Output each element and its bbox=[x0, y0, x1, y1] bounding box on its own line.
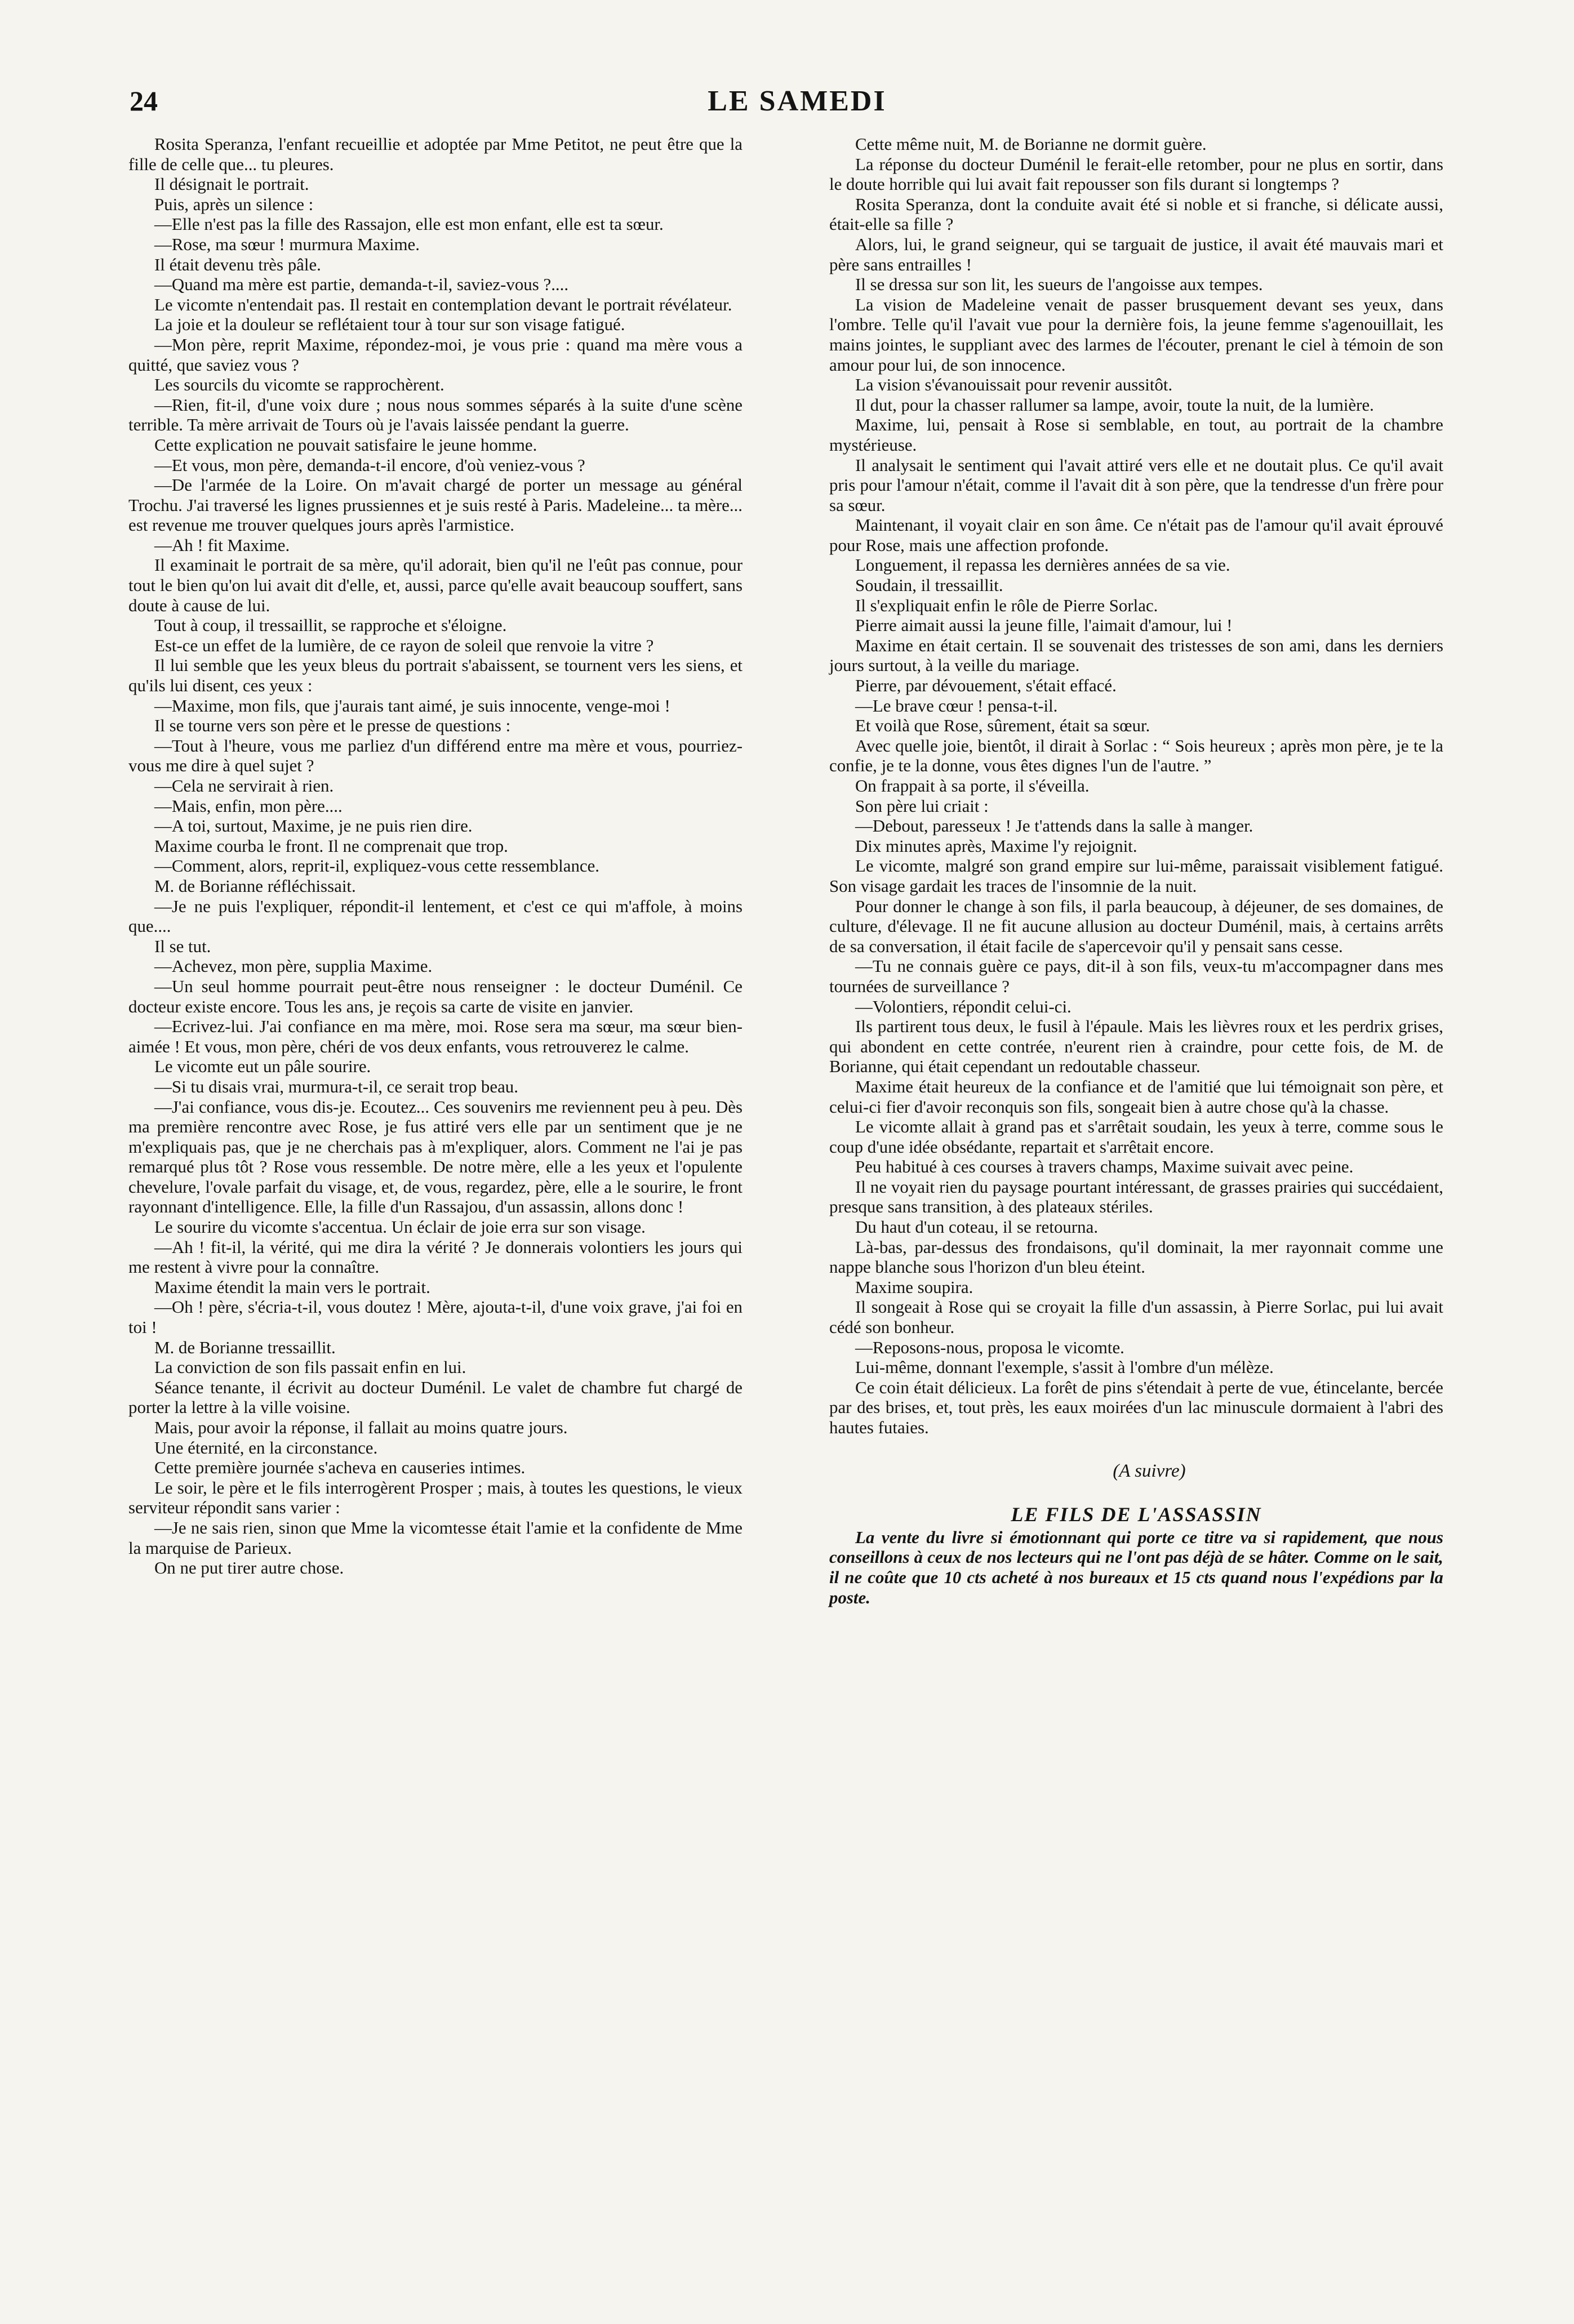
paragraph: Le vicomte eut un pâle sourire. bbox=[154, 1056, 371, 1077]
paragraph: Et voilà que Rose, sûrement, était sa sœur. bbox=[855, 716, 1150, 736]
paragraph: Le vicomte n'entendait pas. Il restait en contemplation devant le portrait révélateur. bbox=[154, 294, 732, 314]
paragraph: —Tu ne connais guère ce pays, dit-il à son fils, veux-tu m'accompagner dans mes tournées de surveillance ? bbox=[829, 956, 1443, 996]
paragraph: —Et vous, mon père, demanda-t-il encore, d'où veniez-vous ? bbox=[154, 455, 585, 475]
paragraph: La joie et la douleur se reflétaient tour à tour sur son visage fatigué. bbox=[154, 314, 625, 335]
paragraph: Il dut, pour la chasser rallumer sa lampe, avoir, toute la nuit, de la lumière. bbox=[855, 394, 1374, 415]
paragraph: Maxime était heureux de la confiance et de l'amitié que lui témoignait son père, et celui-ci fier d'avoir reconquis son fils, songeait bien à autre chose qu'à la chasse. bbox=[829, 1076, 1443, 1117]
paragraph: On ne put tirer autre chose. bbox=[154, 1558, 344, 1578]
paragraph: —Comment, alors, reprit-il, expliquez-vous cette ressemblance. bbox=[154, 856, 600, 876]
paragraph: Avec quelle joie, bientôt, il dirait à Sorlac : “ Sois heureux ; après mon père, je te la confie, je te la donne, vous êtes dignes l'un de l'autre. ” bbox=[829, 735, 1443, 776]
paragraph: —Le brave cœur ! pensa-t-il. bbox=[855, 695, 1058, 716]
paragraph: M. de Borianne réfléchissait. bbox=[154, 876, 356, 896]
paragraph: Tout à coup, il tressaillit, se rapproche et s'éloigne. bbox=[154, 615, 507, 636]
paragraph: Maintenant, il voyait clair en son âme. Ce n'était pas de l'amour qu'il avait éprouvé pour Rose, mais une affection profonde. bbox=[829, 515, 1443, 555]
paragraph: —Je ne puis l'expliquer, répondit-il lentement, et c'est ce qui m'affole, à moins que.... bbox=[128, 896, 742, 936]
paragraph: Mais, pour avoir la réponse, il fallait au moins quatre jours. bbox=[154, 1417, 568, 1437]
paragraph: On frappait à sa porte, il s'éveilla. bbox=[855, 776, 1090, 796]
paragraph: Ils partirent tous deux, le fusil à l'épaule. Mais les lièvres roux et les perdrix grises, qui abondent en cette contrée, n'eurent rien à craindre, pour cette fois, de M. de Borianne, qui était cependant un redoutable chasseur. bbox=[829, 1016, 1443, 1077]
paragraph: —Mais, enfin, mon père.... bbox=[154, 796, 343, 816]
paragraph: Maxime, lui, pensait à Rose si semblable, en tout, au portrait de la chambre mystérieuse. bbox=[829, 415, 1443, 455]
paragraph: Il songeait à Rose qui se croyait la fille d'un assassin, à Pierre Sorlac, pui lui avait cédé son bonheur. bbox=[829, 1297, 1443, 1337]
paragraph: Là-bas, par-dessus des frondaisons, qu'il dominait, la mer rayonnait comme une nappe blanche sous l'horizon d'un bleu éteint. bbox=[829, 1237, 1443, 1277]
right-column-paragraphs bbox=[829, 134, 1443, 1438]
paragraph: Maxime courba le front. Il ne comprenait que trop. bbox=[154, 836, 508, 856]
paragraph: Son père lui criait : bbox=[855, 796, 989, 816]
paragraph: —Cela ne servirait à rien. bbox=[154, 776, 334, 796]
paragraph: Le sourire du vicomte s'accentua. Un éclair de joie erra sur son visage. bbox=[154, 1217, 646, 1237]
paragraph: —Je ne sais rien, sinon que Mme la vicomtesse était l'amie et la confidente de Mme la marquise de Parieux. bbox=[128, 1517, 742, 1558]
paragraph: —Elle n'est pas la fille des Rassajon, elle est mon enfant, elle est ta sœur. bbox=[154, 214, 664, 234]
paragraph: Rosita Speranza, dont la conduite avait été si noble et si franche, si délicate aussi, était-elle sa fille ? bbox=[829, 194, 1443, 234]
paragraph: Pierre, par dévouement, s'était effacé. bbox=[855, 676, 1117, 696]
paragraph: —Reposons-nous, proposa le vicomte. bbox=[855, 1337, 1124, 1357]
paragraph: Peu habitué à ces courses à travers champs, Maxime suivait avec peine. bbox=[855, 1157, 1354, 1177]
paragraph: Maxime étendit la main vers le portrait. bbox=[154, 1277, 430, 1297]
to-be-continued: (A suivre) bbox=[1113, 1460, 1186, 1481]
paragraph: Une éternité, en la circonstance. bbox=[154, 1437, 378, 1458]
paragraph: Il désignait le portrait. bbox=[154, 174, 309, 194]
paragraph: Cette explication ne pouvait satisfaire le jeune homme. bbox=[154, 434, 537, 455]
paragraph: Il ne voyait rien du paysage pourtant intéressant, de grasses prairies qui succédaient, presque sans transition, à des plateaux stériles. bbox=[829, 1176, 1443, 1217]
paragraph: Les sourcils du vicomte se rapprochèrent. bbox=[154, 375, 444, 395]
paragraph: Le vicomte, malgré son grand empire sur lui-même, paraissait visiblement fatigué. Son visage gardait les traces de l'insomnie de la nuit. bbox=[829, 856, 1443, 896]
paragraph: —Achevez, mon père, supplia Maxime. bbox=[154, 956, 433, 976]
paragraph: —Oh ! père, s'écria-t-il, vous doutez ! Mère, ajouta-t-il, d'une voix grave, j'ai foi en toi ! bbox=[128, 1297, 742, 1337]
paragraph: Il analysait le sentiment qui l'avait attiré vers elle et ne doutait plus. Ce qu'il avait pris pour l'amour n'était, comme il l'avait dit à son père, que la tendresse d'un frère pour sa sœur. bbox=[829, 455, 1443, 515]
paragraph: Soudain, il tressaillit. bbox=[855, 575, 1003, 596]
paragraph: Cette première journée s'acheva en causeries intimes. bbox=[154, 1458, 526, 1478]
paragraph: Maxime en était certain. Il se souvenait des tristesses de son ami, dans les derniers jours surtout, à la veille du mariage. bbox=[829, 635, 1443, 676]
paragraph: Il lui semble que les yeux bleus du portrait s'abaissent, se tournent vers les siens, et qu'ils lui disent, ces yeux : bbox=[128, 655, 742, 696]
paragraph: Il examinait le portrait de sa mère, qu'il adorait, bien qu'il ne l'eût pas connue, pour tout le bien qu'on lui avait dit d'elle, et, aussi, parce qu'elle avait beaucoup souffert, sans doute à cause de lui. bbox=[128, 555, 742, 615]
paragraph: —Rien, fit-il, d'une voix dure ; nous nous sommes séparés à la suite d'une scène terrible. Ta mère arrivait de Tours où je l'avais laissée pendant la guerre. bbox=[128, 394, 742, 435]
paragraph: —Rose, ma sœur ! murmura Maxime. bbox=[154, 234, 420, 254]
journal-title: LE SAMEDI bbox=[708, 85, 887, 117]
right-column bbox=[829, 134, 1443, 1607]
paragraph: —Maxime, mon fils, que j'aurais tant aimé, je suis innocente, venge-moi ! bbox=[154, 695, 670, 716]
advertisement-text: La vente du livre si émotionnant qui porte ce titre va si rapidement, que nous conseillons à ceux de nos lecteurs qui ne l'ont pas déjà de se hâter. Comme on le sait, il ne coûte que 10 cts acheté à nos bureaux et 15 cts quand nous l'expédions par la poste. bbox=[829, 1527, 1443, 1607]
paragraph: Pierre aimait aussi la jeune fille, l'aimait d'amour, lui ! bbox=[855, 615, 1233, 636]
paragraph: —Ah ! fit-il, la vérité, qui me dira la vérité ? Je donnerais volontiers les jours qui me restent à vivre pour la connaître. bbox=[128, 1237, 742, 1277]
paragraph: —A toi, surtout, Maxime, je ne puis rien dire. bbox=[154, 816, 473, 836]
paragraph: Il se tourne vers son père et le presse de questions : bbox=[154, 716, 511, 736]
advertisement-title: LE FILS DE L'ASSASSIN bbox=[1011, 1503, 1262, 1526]
paragraph: M. de Borianne tressaillit. bbox=[154, 1337, 336, 1357]
paragraph: La vision s'évanouissait pour revenir aussitôt. bbox=[855, 375, 1173, 395]
paragraph: Le soir, le père et le fils interrogèrent Prosper ; mais, à toutes les questions, le vieux serviteur répondit sans varier : bbox=[128, 1477, 742, 1518]
paragraph: —Mon père, reprit Maxime, répondez-moi, je vous prie : quand ma mère vous a quitté, que saviez vous ? bbox=[128, 334, 742, 375]
paragraph: Maxime soupira. bbox=[855, 1277, 973, 1297]
paragraph: —Ecrivez-lui. J'ai confiance en ma mère, moi. Rose sera ma sœur, ma sœur bien-aimée ! Et vous, mon père, chéri de vos deux enfants, vous retrouverez le calme. bbox=[128, 1016, 742, 1056]
paragraph: Séance tenante, il écrivit au docteur Duménil. Le valet de chambre fut chargé de porter la lettre à la ville voisine. bbox=[128, 1377, 742, 1417]
paragraph: —De l'armée de la Loire. On m'avait chargé de porter un message au général Trochu. J'ai traversé les lignes prussiennes et je suis resté à Paris. Madeleine... ta mère... est revenue me trouver quelques jours après l'armistice. bbox=[128, 475, 742, 535]
page-header bbox=[130, 85, 1465, 135]
paragraph: Longuement, il repassa les dernières années de sa vie. bbox=[855, 555, 1230, 575]
paragraph: Il était devenu très pâle. bbox=[154, 254, 321, 274]
page-number: 24 bbox=[130, 85, 158, 117]
paragraph: —J'ai confiance, vous dis-je. Ecoutez... Ces souvenirs me reviennent peu à peu. Dès ma première rencontre avec Rose, je fus attiré vers elle par un sentiment que je ne m'expliquais pas, que je ne cherchais pas à m'expliquer, alors. Comment ne l'ai je pas remarqué plus tôt ? Rose vous ressemble. De notre mère, elle a les yeux et l'opulente chevelure, l'ovale parfait du visage, et, de vous, regardez, père, elle a le sourire, le front rayonnant d'intelligence. Elle, la fille d'un Rassajou, d'un assassin, allons donc ! bbox=[128, 1096, 742, 1217]
paragraph: Rosita Speranza, l'enfant recueillie et adoptée par Mme Petitot, ne peut être que la fille de celle que... tu pleures. bbox=[128, 134, 742, 174]
paragraph: —Un seul homme pourrait peut-être nous renseigner : le docteur Duménil. Ce docteur existe encore. Tous les ans, je reçois sa carte de visite en janvier. bbox=[128, 976, 742, 1016]
paragraph: Pour donner le change à son fils, il parla beaucoup, à déjeuner, de ses domaines, de culture, d'élevage. Il ne fit aucune allusion au docteur Duménil, mais, à certains arrêts de sa conversation, il était facile de s'apercevoir qu'il y pensait sans cesse. bbox=[829, 896, 1443, 956]
paragraph: Du haut d'un coteau, il se retourna. bbox=[855, 1217, 1099, 1237]
paragraph: —Debout, paresseux ! Je t'attends dans la salle à manger. bbox=[855, 816, 1253, 836]
paragraph: Dix minutes après, Maxime l'y rejoignit. bbox=[855, 836, 1137, 856]
paragraph: La réponse du docteur Duménil le ferait-elle retomber, pour ne plus en sortir, dans le doute horrible qui lui avait fait repousser son fils durant si longtemps ? bbox=[829, 154, 1443, 194]
paragraph: —Ah ! fit Maxime. bbox=[154, 535, 290, 555]
paragraph: Alors, lui, le grand seigneur, qui se targuait de justice, il avait été mauvais mari et père sans entrailles ! bbox=[829, 234, 1443, 274]
paragraph: Cette même nuit, M. de Borianne ne dormit guère. bbox=[855, 134, 1207, 154]
paragraph: —Volontiers, répondit celui-ci. bbox=[855, 996, 1071, 1016]
paragraph: La conviction de son fils passait enfin en lui. bbox=[154, 1357, 466, 1377]
paragraph: Il se tut. bbox=[154, 936, 211, 956]
paragraph: Le vicomte allait à grand pas et s'arrêtait soudain, les yeux à terre, comme sous le coup d'une idée obsédante, repartait et s'arrêtait encore. bbox=[829, 1117, 1443, 1157]
paragraph: Il s'expliquait enfin le rôle de Pierre Sorlac. bbox=[855, 595, 1158, 615]
paragraph: Il se dressa sur son lit, les sueurs de l'angoisse aux tempes. bbox=[855, 274, 1263, 295]
paragraph: —Si tu disais vrai, murmura-t-il, ce serait trop beau. bbox=[154, 1076, 518, 1096]
paragraph: Ce coin était délicieux. La forêt de pins s'étendait à perte de vue, étincelante, bercée par des brises, et, tout près, les eaux moirées d'un lac minuscule dormaient à l'abri des hautes futaies. bbox=[829, 1377, 1443, 1437]
paragraph: Lui-même, donnant l'exemple, s'assit à l'ombre d'un mélèze. bbox=[855, 1357, 1274, 1377]
paragraph: La vision de Madeleine venait de passer brusquement devant ses yeux, dans l'ombre. Telle qu'il l'avait vue pour la dernière fois, la jeune femme s'agenouillait, les mains jointes, le suppliant avec des larmes de l'écouter, prenant le ciel à témoin de son amour pour lui, de son innocence. bbox=[829, 294, 1443, 375]
left-column bbox=[128, 134, 742, 1578]
paragraph: —Tout à l'heure, vous me parliez d'un différend entre ma mère et vous, pourriez-vous me dire à quel sujet ? bbox=[128, 735, 742, 776]
paragraph: —Quand ma mère est partie, demanda-t-il, saviez-vous ?.... bbox=[154, 274, 569, 295]
paragraph: Est-ce un effet de la lumière, de ce rayon de soleil que renvoie la vitre ? bbox=[154, 635, 654, 655]
paragraph: Puis, après un silence : bbox=[154, 194, 314, 214]
